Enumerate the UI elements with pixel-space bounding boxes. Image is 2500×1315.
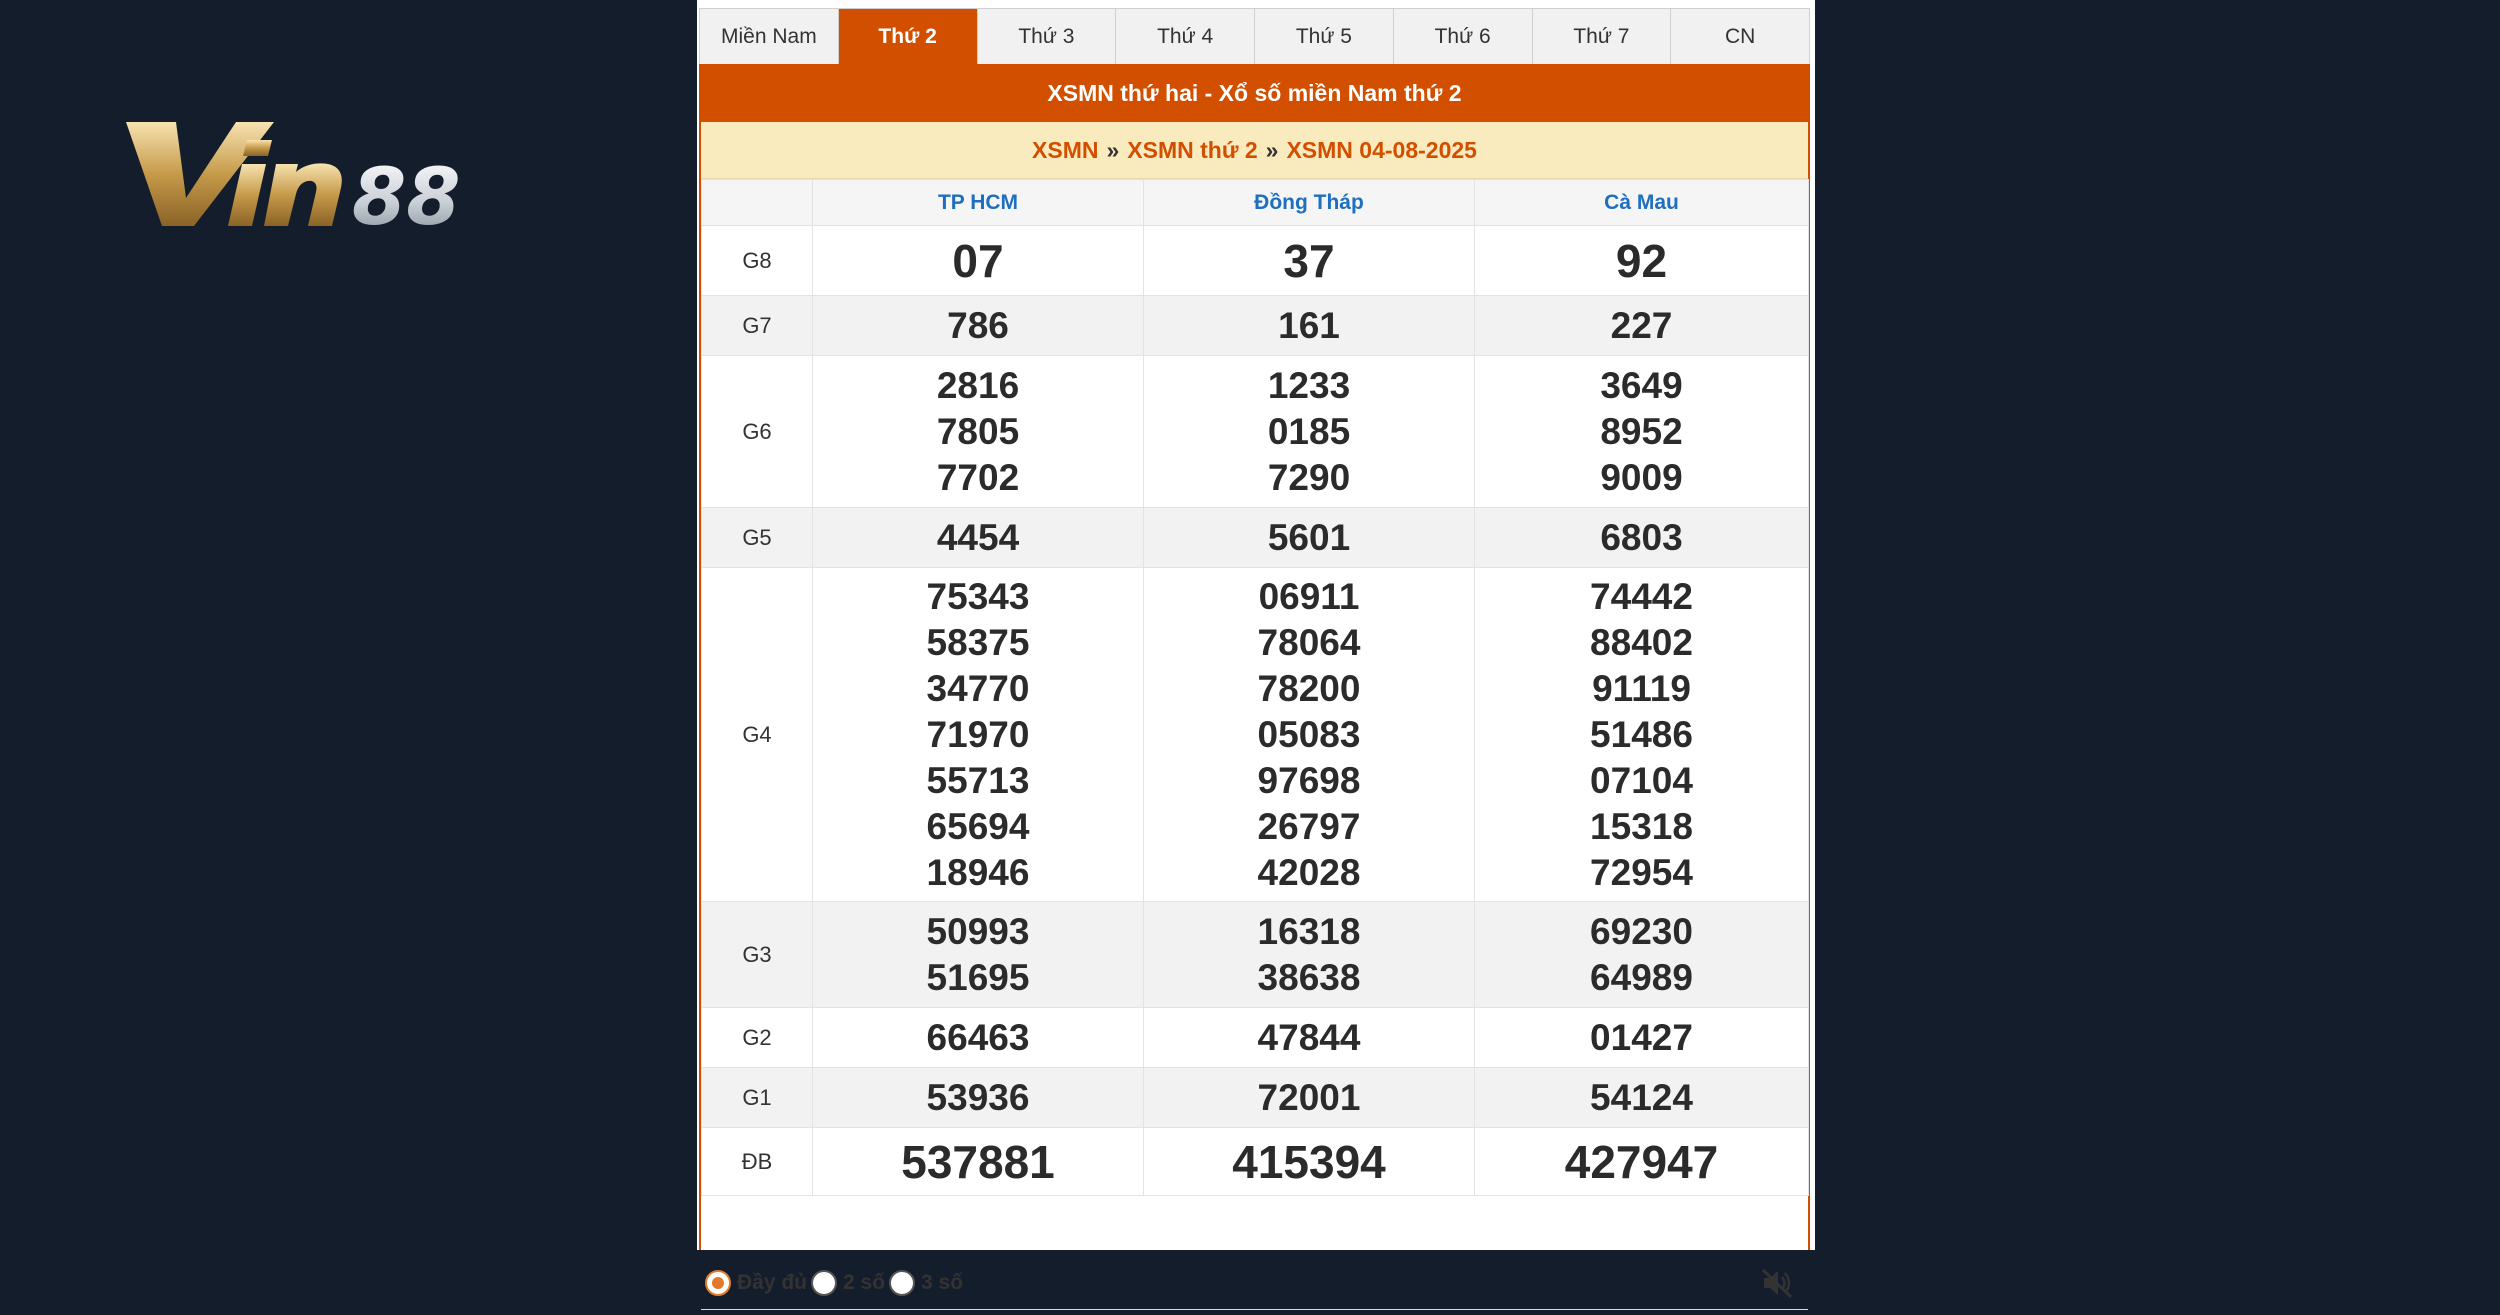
breadcrumb-link-xsmn-thu-2[interactable]: XSMN thứ 2 (1127, 136, 1258, 163)
prize-cell (1144, 568, 1475, 902)
prize-cell (813, 356, 1144, 508)
tab-mien-nam[interactable]: Miền Nam (700, 9, 839, 64)
prize-cell (813, 1008, 1144, 1068)
prize-label: G7 (702, 296, 813, 356)
prize-row-g6 (702, 356, 1809, 508)
prize-number[interactable]: 537881 (901, 1135, 1055, 1188)
vin88-logo-mark (124, 118, 484, 243)
prize-label: G3 (702, 902, 813, 1008)
prize-number[interactable]: 71970 (926, 713, 1030, 755)
prize-cell (1475, 1128, 1809, 1196)
prize-cell (813, 226, 1144, 296)
prize-number[interactable]: 92 (1615, 234, 1668, 287)
prize-row-g1 (702, 1068, 1809, 1128)
prize-number[interactable]: 4454 (936, 516, 1020, 558)
option-label: Đầy đủ (737, 1271, 808, 1294)
prize-label: G4 (702, 568, 813, 902)
tab-thu-3[interactable]: Thứ 3 (978, 9, 1117, 64)
prize-number[interactable]: 64989 (1590, 956, 1693, 998)
prize-number[interactable]: 58375 (926, 621, 1030, 663)
prize-number[interactable]: 88402 (1590, 621, 1693, 663)
prize-number[interactable]: 74442 (1590, 575, 1693, 617)
page-title: XSMN thứ hai - Xổ số miền Nam thứ 2 (701, 64, 1808, 122)
prize-number[interactable]: 8952 (1600, 410, 1683, 452)
prize-number[interactable]: 26797 (1257, 805, 1361, 847)
prize-number[interactable]: 07104 (1590, 759, 1693, 801)
prize-cell (1144, 508, 1475, 568)
prize-number[interactable]: 51486 (1590, 713, 1693, 755)
radio-2-digits[interactable] (811, 1270, 837, 1296)
breadcrumb-link-date[interactable]: XSMN 04-08-2025 (1286, 136, 1477, 163)
prize-row-g5 (702, 508, 1809, 568)
bottom-divider (701, 1309, 1808, 1315)
prize-cell (813, 902, 1144, 1008)
prize-number[interactable]: 3649 (1600, 364, 1683, 406)
prize-row-g4 (702, 568, 1809, 902)
prize-number[interactable]: 6803 (1600, 516, 1683, 558)
prize-number[interactable]: 50993 (926, 910, 1030, 952)
vin88-logo (124, 118, 484, 243)
prize-number[interactable]: 1233 (1267, 364, 1351, 406)
tab-thu-2[interactable]: Thứ 2 (839, 9, 978, 64)
option-3-digits[interactable] (889, 1270, 963, 1296)
province-header[interactable]: TP HCM (813, 180, 1144, 226)
prize-number[interactable]: 54124 (1590, 1076, 1693, 1118)
prize-cell (1475, 508, 1809, 568)
prize-number[interactable]: 42028 (1257, 851, 1361, 893)
prize-number[interactable]: 78064 (1257, 621, 1361, 663)
prize-number[interactable]: 38638 (1257, 956, 1361, 998)
prize-cell (813, 296, 1144, 356)
prize-number[interactable]: 16318 (1257, 910, 1361, 952)
results-table (701, 179, 1809, 1196)
prize-number[interactable]: 18946 (926, 851, 1030, 893)
option-2-digits[interactable] (811, 1270, 885, 1296)
prize-number[interactable]: 65694 (926, 805, 1030, 847)
breadcrumb-separator: » (1106, 136, 1120, 163)
prize-label: G6 (702, 356, 813, 508)
radio-3-digits[interactable] (889, 1270, 915, 1296)
prize-number[interactable]: 75343 (926, 575, 1030, 617)
display-options (701, 1259, 1808, 1307)
prize-number[interactable]: 91119 (1592, 667, 1691, 709)
prize-cell (1475, 568, 1809, 902)
prize-cell (1475, 1008, 1809, 1068)
prize-number[interactable]: 37 (1283, 234, 1335, 287)
tab-cn[interactable]: CN (1724, 24, 1756, 48)
prize-number[interactable]: 07 (952, 234, 1004, 287)
prize-label: G8 (702, 226, 813, 296)
prize-number[interactable]: 2816 (936, 364, 1020, 406)
prize-cell (813, 508, 1144, 568)
option-label: 3 số (921, 1271, 964, 1294)
option-label: 2 số (843, 1271, 886, 1294)
prize-number[interactable]: 7290 (1267, 456, 1351, 498)
prize-number[interactable]: 72001 (1257, 1076, 1361, 1118)
prize-cell (1144, 1068, 1475, 1128)
breadcrumb-separator: » (1265, 136, 1279, 163)
prize-label: G1 (702, 1068, 813, 1128)
prize-number[interactable]: 15318 (1590, 805, 1693, 847)
prize-cell (1144, 296, 1475, 356)
prize-label: G5 (702, 508, 813, 568)
prize-cell (813, 1128, 1144, 1196)
mute-icon[interactable] (1760, 1266, 1794, 1300)
radio-full[interactable] (705, 1270, 731, 1296)
prize-row-g2 (702, 1008, 1809, 1068)
prize-number[interactable]: 06911 (1258, 575, 1360, 617)
results-box (699, 64, 1810, 1294)
province-header[interactable]: Đồng Tháp (1144, 180, 1475, 226)
prize-cell (1144, 226, 1475, 296)
prize-cell (1144, 356, 1475, 508)
prize-cell (1475, 356, 1809, 508)
prize-number[interactable]: 227 (1610, 304, 1673, 346)
tab-thu-6[interactable]: Thứ 6 (1394, 9, 1533, 64)
prize-label: ĐB (702, 1128, 813, 1196)
prize-number[interactable]: 78200 (1257, 667, 1361, 709)
prize-number[interactable]: 34770 (926, 667, 1030, 709)
prize-number[interactable]: 01427 (1590, 1016, 1693, 1058)
prize-number[interactable]: 7702 (936, 456, 1020, 498)
breadcrumb (701, 122, 1808, 179)
prize-number[interactable]: 786 (947, 304, 1009, 346)
prize-number[interactable]: 9009 (1600, 456, 1683, 498)
prize-row-db (702, 1128, 1809, 1196)
corner-cell (702, 180, 813, 226)
prize-number[interactable]: 7805 (936, 410, 1020, 452)
tab-thu-4[interactable]: Thứ 4 (1116, 9, 1255, 64)
prize-cell (1144, 1128, 1475, 1196)
tab-thu-7[interactable]: Thứ 7 (1533, 9, 1672, 64)
prize-cell (1144, 1008, 1475, 1068)
prize-cell (813, 1068, 1144, 1128)
tab-thu-5[interactable]: Thứ 5 (1255, 9, 1394, 64)
prize-number[interactable]: 97698 (1257, 759, 1361, 801)
prize-number[interactable]: 161 (1278, 304, 1340, 346)
prize-number[interactable]: 427947 (1564, 1135, 1719, 1188)
prize-cell (1475, 296, 1809, 356)
prize-number[interactable]: 415394 (1232, 1135, 1386, 1188)
breadcrumb-link-xsmn[interactable]: XSMN (1032, 136, 1099, 163)
prize-number[interactable]: 47844 (1257, 1016, 1361, 1058)
prize-number[interactable]: 69230 (1590, 910, 1693, 952)
prize-cell (1475, 1068, 1809, 1128)
option-full[interactable] (705, 1270, 807, 1296)
prize-cell (1144, 902, 1475, 1008)
prize-number[interactable]: 5601 (1267, 516, 1351, 558)
prize-number[interactable]: 0185 (1267, 410, 1351, 452)
prize-number[interactable]: 55713 (926, 759, 1030, 801)
province-header[interactable]: Cà Mau (1475, 180, 1809, 226)
prize-row-g7 (702, 296, 1809, 356)
day-tabs (699, 8, 1810, 64)
prize-number[interactable]: 05083 (1257, 713, 1361, 755)
svg-text:88: 88 (352, 153, 461, 243)
prize-row-g3 (702, 902, 1809, 1008)
prize-cell (1475, 226, 1809, 296)
prize-number[interactable]: 66463 (926, 1016, 1030, 1058)
lottery-panel (697, 0, 1815, 1294)
prize-row-g8 (702, 226, 1809, 296)
prize-number[interactable]: 51695 (926, 956, 1030, 998)
prize-cell (813, 568, 1144, 902)
prize-label: G2 (702, 1008, 813, 1068)
prize-cell (1475, 902, 1809, 1008)
prize-number[interactable]: 53936 (926, 1076, 1030, 1118)
prize-number[interactable]: 72954 (1590, 851, 1693, 893)
